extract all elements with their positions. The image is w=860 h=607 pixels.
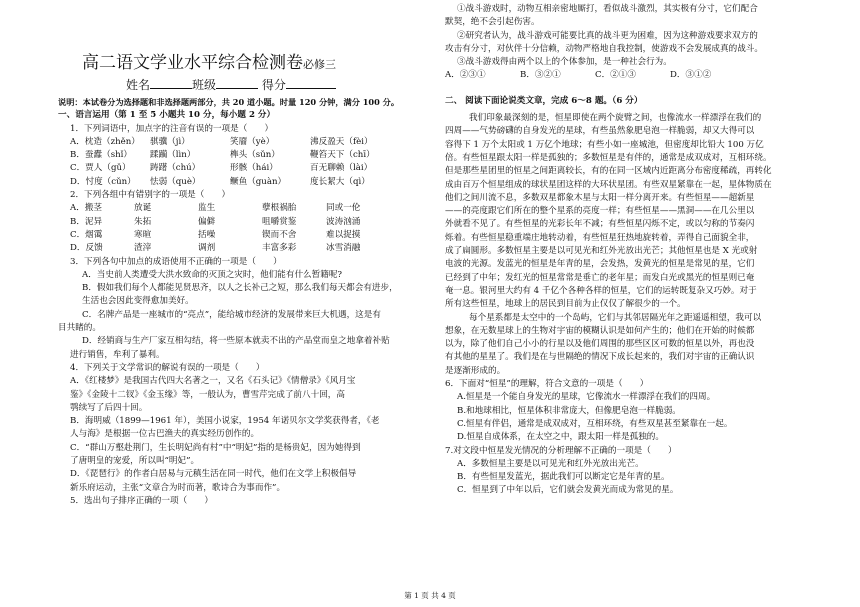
q1-row	[70, 162, 390, 175]
q6-line: C.恒星有伴侣，通常是成双成对，互相环绕，有些双星甚至紧靠在一起。	[457, 418, 733, 429]
q5-option-row	[445, 69, 745, 82]
q1-option: 沸反盈天（fèi）	[310, 136, 373, 147]
q4-line: 4．下列关于文学常识的解说有误的一项是（ ）	[70, 362, 265, 373]
class-label: 班级	[192, 78, 217, 92]
passage-line: 烁着。有些恒星稳重端庄地转动着，有些恒星狂热地旋转着，弄得自己面貌全非，	[445, 232, 755, 243]
q2-option: 寒暄	[134, 229, 152, 240]
q5-sentence: ①战斗游戏时，动物互相亲密地厮打，看似战斗激烈，其实极有分寸，它们配合	[457, 4, 758, 14]
q1-option: B．蚕蠹（shǐ）	[70, 150, 132, 161]
q4-line: 鉴》《金陵十二钗》《金玉缘》等，一般认为，曹雪芹完成了前八十回，高	[70, 389, 345, 400]
passage-paragraph-1	[445, 112, 805, 311]
section1-heading: 一、语言运用（第 1 至 5 小题共 10 分，每小题 2 分）	[58, 110, 276, 121]
q1-option: 榫头（sǔn）	[230, 150, 280, 161]
passage-line: ——的亮度跟它们所在的整个星系的亮度一样；有些恒星——黑洞——在几公里以	[445, 206, 755, 217]
q5-option: C．②①③	[595, 70, 636, 81]
q1-option: 蹂躏（lìn）	[150, 150, 196, 161]
q1-option: 度长絜大（qì）	[310, 176, 370, 187]
q6-block	[445, 378, 805, 444]
score-blank[interactable]	[286, 78, 336, 89]
q2-option: 同或一伦	[326, 203, 361, 214]
q2-option: 丰富多彩	[262, 243, 297, 254]
q4-line: C．“群山万壑赴荆门，生长明妃尚有村”中“明妃”指的是杨贵妃，因为她得到	[70, 442, 361, 453]
left-column	[58, 0, 403, 508]
q3-line: D．经销商与生产厂家互相勾结，将一些原本就卖不出的产品堂而皇之地拿着补贴	[82, 336, 390, 347]
q4-line: 鹗续写了后四十回。	[70, 402, 148, 413]
q6-line: B.和地球相比，恒星体积非常庞大，但像肥皂泡一样脆弱。	[457, 405, 681, 416]
q2-option: 放诞	[134, 203, 152, 214]
q5-option: A．②③①	[445, 70, 486, 81]
q1-row	[70, 149, 390, 162]
name-label: 姓名	[126, 78, 151, 92]
page-footer: 第 1 页 共 4 页	[404, 591, 456, 600]
q1-option: 笑靥（yè）	[230, 136, 275, 147]
q2-option: 难以捉摸	[326, 229, 361, 240]
q1-stem: 1．下列词语中，加点字的注音有误的一项是（ ）	[70, 123, 274, 134]
q5-option: B．③②①	[520, 70, 561, 81]
q2-option: C．烟霭	[70, 229, 103, 240]
q1-option: C．贾人（gǔ）	[70, 163, 131, 174]
q2-option: 调剂	[198, 243, 216, 254]
q3-line: C．名牌产品是一座城市的“亮点”，能给城市经济的发展带来巨大机遇，这是有	[82, 309, 381, 320]
passage-line: 每个星系都是太空中的一个岛屿，它们与其邻居隔光年之距遥遥相望，我可以	[469, 312, 762, 323]
passage-line: 但是那些星团里的恒星之间距离较长，有的在同一区域内近距离分布密度稀疏，再转化	[445, 166, 772, 177]
q1-row	[70, 176, 390, 189]
q2-stem: 2．下列各组中有错别字的一项是（ ）	[70, 190, 231, 201]
q4-line: A．《红楼梦》是我国古代四大名著之一，又名《石头记》《情僧录》《风月宝	[70, 376, 356, 387]
q2-row	[70, 216, 390, 229]
passage-line: 想象，在无数星球上的生物对宇宙的模糊认识是如何产生的；他们在开始的时候都	[445, 325, 755, 336]
instructions: 说明：本试卷分为选择题和非选择题两部分，共 20 道小题。时量 120 分钟，满分 100 分。	[58, 97, 400, 107]
q2-option: 孽根祸胎	[262, 203, 297, 214]
passage-line: 他们之间川流不息，多数双星都象木星与太阳一样分离开来。有些恒星——超新星	[445, 192, 755, 203]
q7-line: A．多数恒星主要是以可见光和红外光放出光芒。	[457, 458, 644, 469]
q3-line: 目共睹的。	[58, 323, 101, 334]
q2-option: 朱拓	[134, 216, 152, 227]
passage-line: 是逐渐形成的。	[445, 365, 506, 376]
q2-option: 括噪	[198, 229, 216, 240]
q2-row	[70, 229, 390, 242]
q2-option: 渣滓	[134, 243, 152, 254]
q7-line: C．恒星到了中年以后，它们就会发黄光而成为常见的星。	[457, 485, 679, 496]
passage-paragraph-2	[445, 312, 805, 378]
q2-option: B．泥异	[70, 216, 103, 227]
q4-block	[58, 362, 403, 495]
passage-line: 四周——气势磅礴的自身发光的星球，有些虽然象肥皂泡一样脆弱，却又大得可以	[445, 126, 755, 137]
q1-option: 踌躇（chú）	[150, 163, 201, 174]
q4-line: 了唐明皇的宠爱，所以叫“明妃”。	[70, 456, 200, 467]
q2-row	[70, 242, 390, 255]
q2-option: A．搬茎	[70, 203, 102, 214]
q2-option: 偏僻	[198, 216, 216, 227]
q2-option: D．反馈	[70, 243, 103, 254]
passage-line: 成了扁圆形。多数恒星主要是以可见光和红外光放出光芒；其他恒星也是 X 光或射	[445, 246, 758, 257]
name-blank[interactable]	[150, 78, 192, 89]
q1-row	[70, 136, 390, 149]
q6-line: 6．下面对“恒星”的理解，符合文意的一项是（ ）	[445, 379, 649, 390]
q6-line: A.恒星是一个能自身发光的星球，它像流水一样漂浮在我们的四周。	[457, 392, 716, 403]
q2-option: 监生	[198, 203, 216, 214]
q2-option: 冰雪消融	[326, 243, 361, 254]
exam-subtitle: 必修三	[303, 58, 336, 71]
q7-line: B．有些恒星发蓝光，据此我们可以断定它是年青的星。	[457, 472, 670, 483]
q2-option: 咀嚼赏鉴	[262, 216, 297, 227]
q4-line: 人与海》是根据一位古巴渔夫的真实经历创作的。	[70, 429, 260, 440]
q5-sentence: 攻击有分寸，对伙伴十分信赖，动物严格地自我控制，使游戏不会发展成真的战斗。	[445, 43, 763, 54]
q6-line: D.恒星自成体系，在太空之中，跟太阳一样是孤独的。	[457, 432, 664, 443]
q5-option: D．③①②	[670, 70, 712, 81]
passage-line: 电波的光源。发蓝光的恒星是年青的星，会发热，发黄光的恒星是常见的星，它们	[445, 259, 755, 270]
exam-title	[58, 52, 403, 76]
q3-line: 进行销售，牟利了暴利。	[70, 349, 165, 360]
q5-sentence: ③战斗游戏得由两个以上的个体参加，是一种社会行为。	[457, 57, 672, 68]
q5-stem: 5．选出句子排序正确的一项（ ）	[70, 495, 213, 506]
q1-option: 形骸（hái）	[230, 163, 278, 174]
section2-heading: 二、 阅读下面论说类文章，完成 6～8 题。（6 分）	[445, 95, 643, 106]
q2-options	[70, 202, 390, 255]
q4-line: 新乐府运动，主张“文章合为时而著，歌诗合为事而作”。	[70, 482, 286, 493]
q5-sentence: ②研究者认为，战斗游戏可能要比真的战斗更为困难，因为这种游戏要求双方的	[457, 30, 758, 41]
passage-line: 成由百万个恒星组成的球状星团这样的大环状星团。有些双星紧靠在一起，星体物质在	[445, 179, 772, 190]
q1-option: 百无聊赖（lài）	[310, 163, 373, 174]
q1-option: D．忖度（cǔn）	[70, 176, 136, 187]
q1-option: 骐骥（jì）	[150, 136, 190, 147]
q1-option: 怯弱（què）	[150, 176, 201, 187]
right-column	[445, 3, 805, 498]
passage-line: 奄一息。银河里大约有 4 千亿个各种各样的恒星，它们的运转既复杂又巧妙。对于	[445, 285, 757, 296]
q3-line: B．假如我们每个人都能见贤思齐，以人之长补己之短，那么我们每天都会有进步，	[82, 283, 398, 294]
q5-sentence: 默契，绝不会引起伤害。	[445, 17, 540, 28]
passage-line: 容得下 1 万个太阳或 1 万亿个地球；有些小如一座城池，但密度却比铅大 100 万亿	[445, 139, 764, 150]
q1-option: 鞭笞天下（chī）	[310, 150, 375, 161]
q3-line: 3．下列各句中加点的成语使用不正确的一项是（ ）	[70, 256, 282, 267]
passage-line: 所有这些恒星，地球上的居民到目前为止仅仅了解很少的一个。	[445, 299, 686, 310]
passage-line: 以为，除了他们自己小小的行星以及他们周围的那些区区可数的恒星以外，再也没	[445, 339, 755, 350]
passage-line: 外就看不见了。有些恒星的光彩长年不减；有些恒星闪烁不定，或以匀称的节奏闪	[445, 219, 755, 230]
q1-option: 鳜鱼（guàn）	[230, 176, 287, 187]
q1-options	[70, 136, 390, 189]
q3-line: A．当史前人类遭受大洪水致命的灭顶之灾时，他们能有什么暂籍呢?	[82, 269, 343, 280]
q1-option: A．枕造（zhěn）	[70, 136, 140, 147]
passage-line: 有其他的星星了。我们是在与世隔绝的情况下成长起来的，我们对宇宙的正确认识	[445, 352, 755, 363]
q3-line: 生活也会因此变得愈加美好。	[82, 296, 194, 307]
q5-options	[445, 69, 745, 82]
q2-row	[70, 202, 390, 215]
exam-title-text: 高二语文学业水平综合检测卷	[82, 53, 303, 73]
q4-line: D．《琵琶行》的作者白居易与元稹生活在同一时代，他们在文学上积极倡导	[70, 469, 357, 480]
q2-option: 波涛汹涌	[326, 216, 361, 227]
q4-line: B．海明威（1899—1961 年），美国小说家，1954 年诺贝尔文学奖获得者，《老	[70, 416, 380, 427]
passage-line: 已经到了中年；发红光的恒星常常是垂亡的老年星；而发白光或黑光的恒星则已奄	[445, 272, 755, 283]
passage-line: 我们印象最深刻的是，恒星即使在两个旋臂之间，也像流水一样漂浮在我们的	[469, 113, 762, 124]
score-label: 得分	[261, 78, 286, 92]
q2-option: 锲而不舍	[262, 229, 297, 240]
q7-line: 7.对文段中恒星发光情况的分析理解不正确的一项是（ ）	[445, 445, 677, 456]
student-info-line	[58, 76, 403, 94]
q3-block	[58, 256, 403, 362]
passage-line: 倍。有些恒星跟太阳一样是孤独的；多数恒星是有伴的，通常是成双成对，互相环绕。	[445, 152, 772, 163]
q7-block	[445, 445, 805, 498]
class-blank[interactable]	[216, 78, 258, 89]
